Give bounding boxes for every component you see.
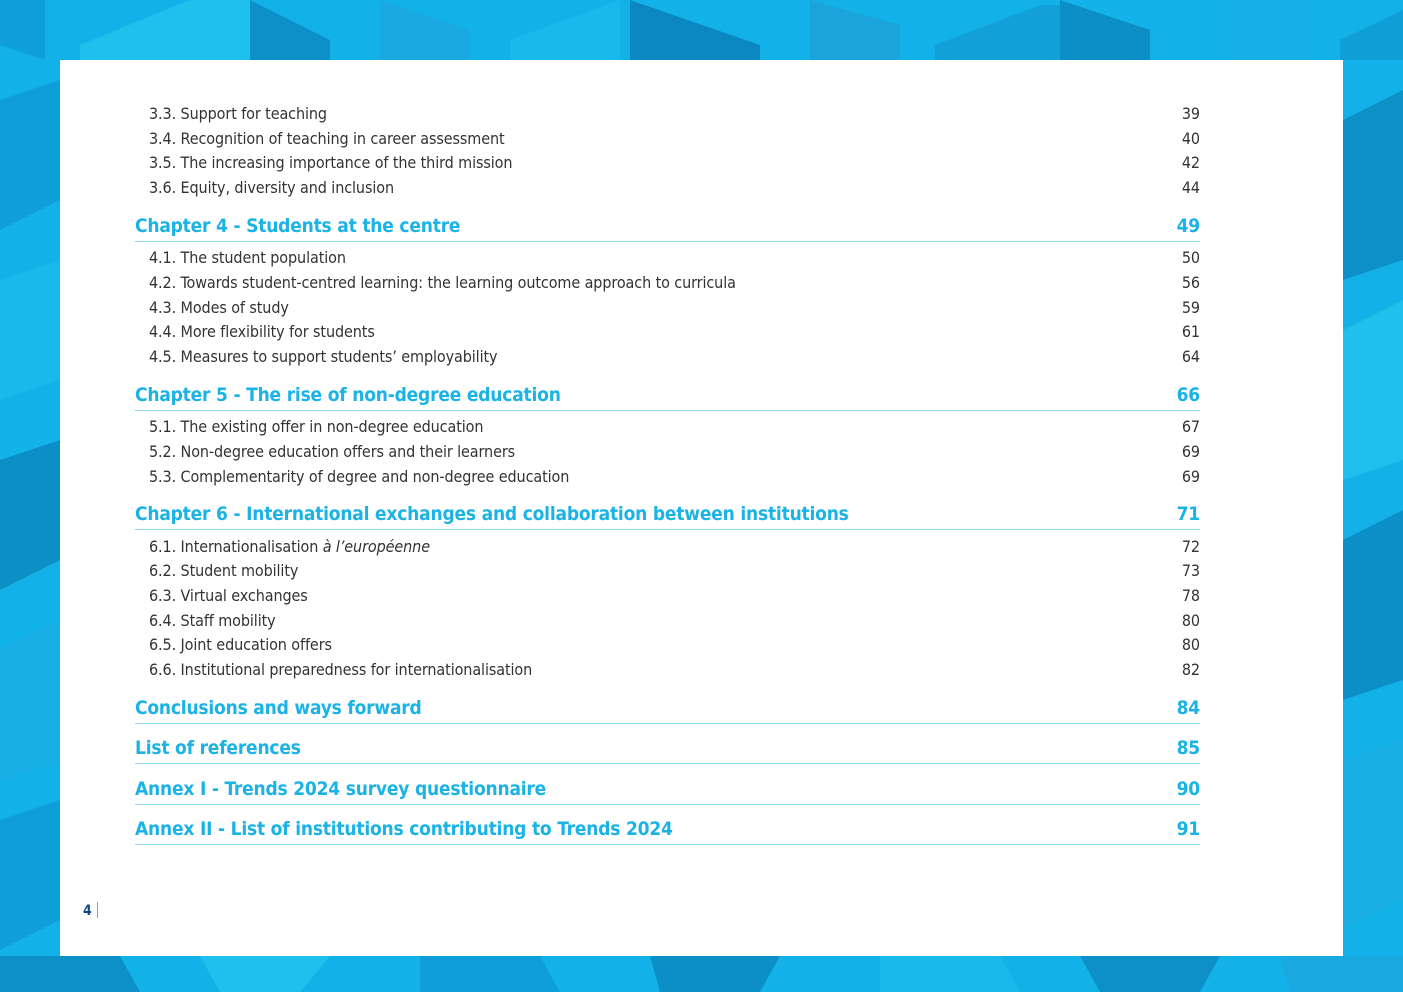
toc-chapter-title	[135, 778, 546, 800]
toc-section-title	[149, 611, 276, 630]
page-footer	[83, 902, 98, 919]
toc-page-number: 40	[1181, 129, 1200, 148]
toc-page-number: 73	[1181, 561, 1200, 580]
toc-chapter-entry[interactable]	[135, 816, 1200, 845]
toc-entry-italic-text: à l’européenne	[322, 537, 430, 556]
toc-page-number: 66	[1176, 384, 1200, 406]
toc-page-number: 64	[1181, 347, 1200, 366]
toc-entry-text: List of references	[135, 737, 301, 759]
toc-section-entry[interactable]	[135, 583, 1200, 607]
toc-chapter-title	[135, 737, 301, 759]
toc-section-title	[149, 298, 289, 317]
toc-page-number: 82	[1181, 660, 1200, 679]
toc-page-number: 84	[1176, 697, 1200, 719]
toc-chapter-entry[interactable]	[135, 213, 1200, 242]
toc-section-entry[interactable]	[135, 245, 1200, 269]
toc-section-entry[interactable]	[135, 270, 1200, 294]
toc-chapter-entry[interactable]	[135, 735, 1200, 764]
toc-page-number: 78	[1181, 586, 1200, 605]
toc-entry-text: Annex II - List of institutions contributing to Trends 2024	[135, 818, 673, 840]
toc-section-entry[interactable]	[135, 558, 1200, 582]
toc-section-entry[interactable]	[135, 657, 1200, 681]
toc-section-title	[149, 248, 346, 267]
toc-page-number: 50	[1181, 248, 1200, 267]
toc-chapter-title	[135, 215, 460, 237]
toc-entry-text: 5.1. The existing offer in non-degree education	[149, 417, 484, 436]
toc-entry-text: 6.3. Virtual exchanges	[149, 586, 308, 605]
toc-section-entry[interactable]	[135, 464, 1200, 488]
toc-entry-text: 4.4. More flexibility for students	[149, 322, 375, 341]
toc-section-entry[interactable]	[135, 319, 1200, 343]
toc-section-title	[149, 322, 375, 341]
toc-page-number: 85	[1176, 737, 1200, 759]
toc-section-title	[149, 660, 532, 679]
toc-section-entry[interactable]	[135, 295, 1200, 319]
toc-page-number: 80	[1181, 635, 1200, 654]
toc-section-title	[149, 442, 515, 461]
page-sheet	[60, 60, 1343, 956]
toc-entry-text: 4.5. Measures to support students’ employability	[149, 347, 498, 366]
footer-divider	[97, 902, 98, 918]
toc-page-number: 56	[1181, 273, 1200, 292]
toc-section-entry[interactable]	[135, 632, 1200, 656]
toc-entry-text: 3.4. Recognition of teaching in career assessment	[149, 129, 505, 148]
toc-page-number: 39	[1181, 104, 1200, 123]
toc-entry-text: 3.5. The increasing importance of the third mission	[149, 153, 513, 172]
toc-page-number: 71	[1176, 503, 1200, 525]
toc-section-entry[interactable]	[135, 344, 1200, 368]
toc-section-title	[149, 635, 332, 654]
toc-chapter-title	[135, 818, 673, 840]
toc-section-entry[interactable]	[135, 439, 1200, 463]
toc-section-title	[149, 153, 512, 172]
toc-page-number: 80	[1181, 611, 1200, 630]
toc-chapter-entry[interactable]	[135, 695, 1200, 724]
toc-chapter-entry[interactable]	[135, 501, 1200, 530]
toc-section-title	[149, 273, 736, 292]
toc-entry-text: Chapter 6 - International exchanges and collaboration between institutions	[135, 503, 849, 525]
toc-entry-text: 6.5. Joint education offers	[149, 635, 332, 654]
toc-page-number: 69	[1181, 442, 1200, 461]
toc-entry-text: 4.3. Modes of study	[149, 298, 289, 317]
toc-page-number: 59	[1181, 298, 1200, 317]
toc-page-number: 90	[1176, 778, 1200, 800]
toc-page-number: 91	[1176, 818, 1200, 840]
toc-section-entry[interactable]	[135, 126, 1200, 150]
toc-section-entry[interactable]	[135, 534, 1200, 558]
toc-entry-text: 5.2. Non-degree education offers and their learners	[149, 442, 516, 461]
toc-entry-text: Annex I - Trends 2024 survey questionnaire	[135, 778, 547, 800]
toc-section-title	[149, 467, 569, 486]
toc-section-title	[149, 178, 394, 197]
toc-chapter-entry[interactable]	[135, 776, 1200, 805]
toc-entry-text: 6.4. Staff mobility	[149, 611, 276, 630]
toc-entry-text: 4.2. Towards student-centred learning: the learning outcome approach to curricula	[149, 273, 736, 292]
toc-entry-text: 6.2. Student mobility	[149, 561, 299, 580]
toc-entry-text: Chapter 5 - The rise of non-degree education	[135, 384, 561, 406]
toc-section-title	[149, 347, 497, 366]
toc-section-title	[149, 586, 308, 605]
toc-section-title	[149, 104, 327, 123]
toc-section-title	[149, 129, 505, 148]
toc-chapter-title	[135, 697, 422, 719]
toc-entry-text: 5.3. Complementarity of degree and non-degree education	[149, 467, 570, 486]
toc-section-entry[interactable]	[135, 175, 1200, 199]
page-number: 4	[83, 903, 92, 919]
toc-page-number: 72	[1181, 537, 1200, 556]
toc-page-number: 49	[1176, 215, 1200, 237]
toc-section-entry[interactable]	[135, 150, 1200, 174]
toc-page-number: 42	[1181, 153, 1200, 172]
toc-chapter-title	[135, 503, 849, 525]
toc-section-entry[interactable]	[135, 608, 1200, 632]
toc-chapter-title	[135, 384, 561, 406]
toc-entry-text: Conclusions and ways forward	[135, 697, 422, 719]
toc-section-entry[interactable]	[135, 414, 1200, 438]
toc-entry-text: 3.6. Equity, diversity and inclusion	[149, 178, 394, 197]
toc-section-title	[149, 417, 483, 436]
toc-entry-text: Chapter 4 - Students at the centre	[135, 215, 461, 237]
toc-page-number: 44	[1181, 178, 1200, 197]
toc-entry-text: 6.1. Internationalisation	[149, 537, 323, 556]
toc-page-number: 69	[1181, 467, 1200, 486]
toc-section-title	[149, 537, 430, 556]
toc-page-number: 67	[1181, 417, 1200, 436]
toc-entry-text: 4.1. The student population	[149, 248, 346, 267]
toc-entry-text: 6.6. Institutional preparedness for internationalisation	[149, 660, 533, 679]
toc-entry-text: 3.3. Support for teaching	[149, 104, 327, 123]
toc-page-number: 61	[1181, 322, 1200, 341]
toc-section-entry[interactable]	[135, 101, 1200, 125]
toc-chapter-entry[interactable]	[135, 382, 1200, 411]
toc-section-title	[149, 561, 298, 580]
